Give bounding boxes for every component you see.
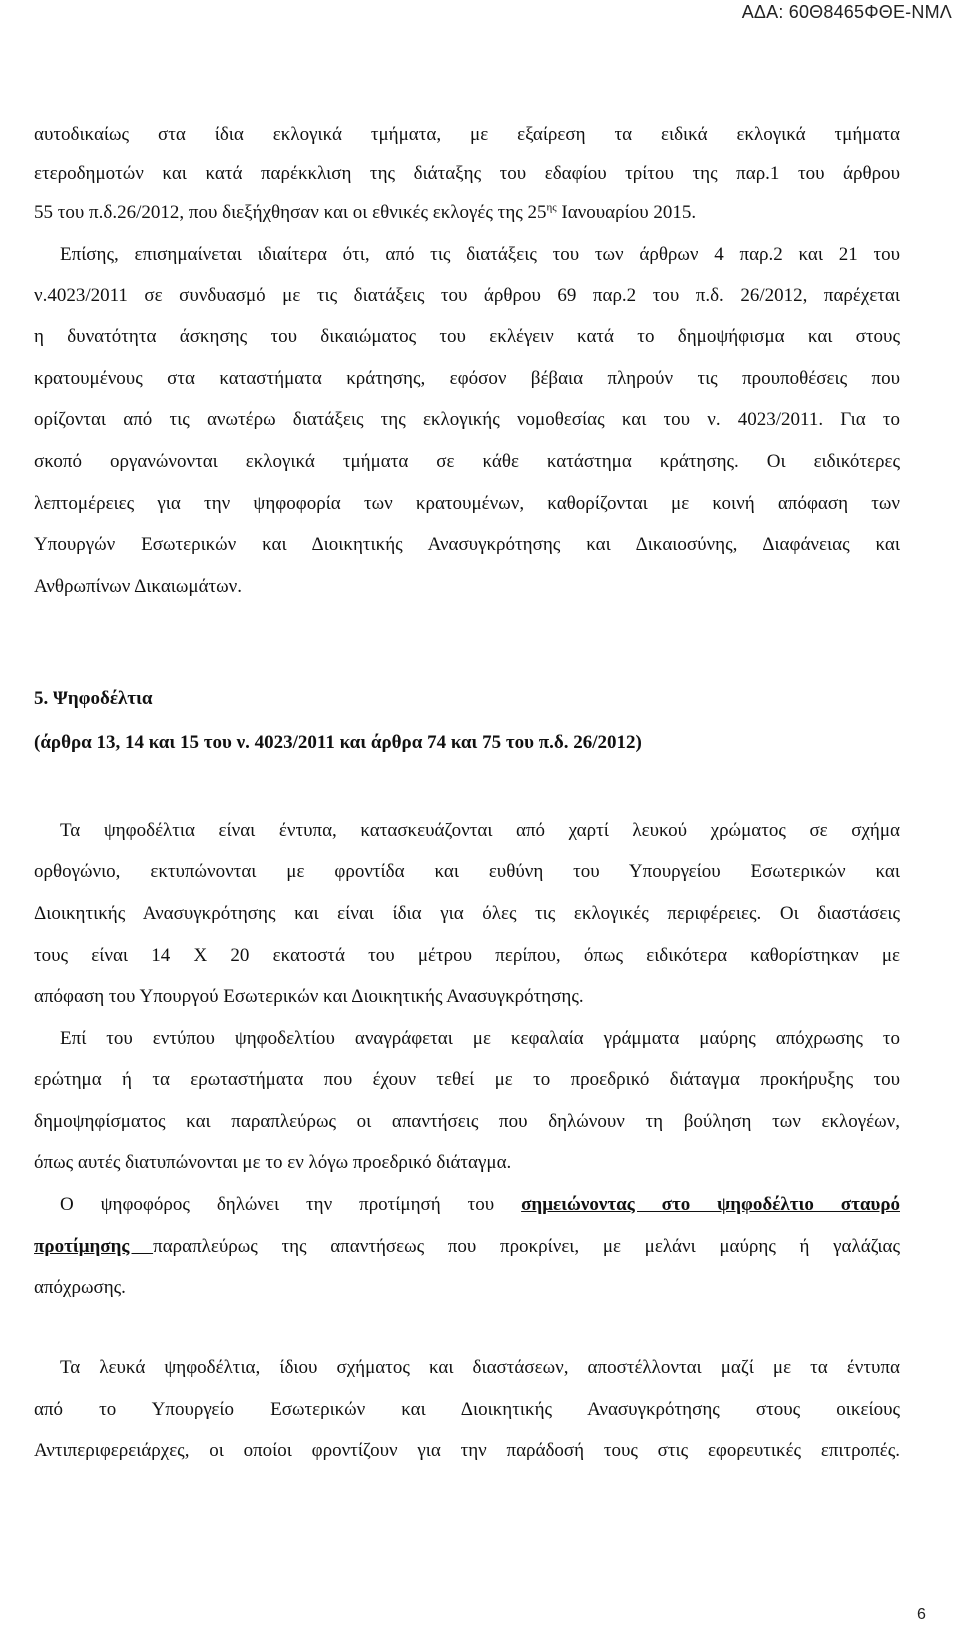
paragraph-text: Ο ψηφοφόρος δηλώνει την προτίμησή του [60,1194,522,1215]
paragraph-line: απόφαση του Υπουργού Εσωτερικών και Διοικητικής Ανασυγκρότησης. [34,986,584,1007]
ada-code: ΑΔΑ: 60Θ8465ΦΘΕ-ΝΜΛ [741,2,952,22]
paragraph-line: σκοπό οργανώνονται εκλογικά τμήματα σε κάθε κατάστημα κράτησης. Οι ειδικότερες [34,451,900,472]
paragraph-line-text: 55 του π.δ.26/2012, που διεξήχθησαν και οι εθνικές εκλογές της 25 [34,202,547,223]
paragraph-line: λεπτομέρειες για την ψηφοφορία των κρατουμένων, καθορίζονται με κοινή απόφαση των [34,493,900,514]
section-subheading: (άρθρα 13, 14 και 15 του ν. 4023/2011 και άρθρα 74 και 75 του π.δ. 26/2012) [34,732,642,753]
paragraph-line: Διοικητικής Ανασυγκρότησης και είναι ίδια για όλες τις εκλογικές περιφέρειες. Οι διαστάσεις [34,903,900,924]
section-heading: 5. Ψηφοδέλτια [34,688,153,709]
paragraph-line: απόχρωσης. [34,1277,126,1298]
paragraph-line: κρατουμένους στα καταστήματα κράτησης, εφόσον βέβαια πληρούν τις προυποθέσεις που [34,368,900,389]
paragraph-line: Τα ψηφοδέλτια είναι έντυπα, κατασκευάζονται από χαρτί λευκού χρώματος σε σχήμα [60,820,900,841]
paragraph-line: Υπουργών Εσωτερικών και Διοικητικής Ανασυγκρότησης και Δικαιοσύνης, Διαφάνειας και [34,534,900,555]
paragraph-line: Αντιπεριφερειάρχες, οι οποίοι φροντίζουν για την παράδοσή τους στις εφορευτικές επιτροπές. [34,1440,900,1461]
ordinal-suffix: ης [546,201,557,214]
paragraph-line: δημοψηφίσματος και παραπλεύρως οι απαντήσεις που δηλώνουν τη βούληση των εκλογέων, [34,1111,900,1132]
emphasized-text: προτίμησης [34,1236,154,1257]
paragraph-line: ορθογώνιο, εκτυπώνονται με φροντίδα και ευθύνη του Υπουργείου Εσωτερικών και [34,861,900,882]
paragraph-line: Επίσης, επισημαίνεται ιδιαίτερα ότι, από τις διατάξεις του των άρθρων 4 παρ.2 και 21 του [60,244,900,265]
page-number: 6 [917,1606,926,1623]
paragraph-line-tail: Ιανουαρίου 2015. [556,202,697,223]
paragraph-line: η δυνατότητα άσκησης του δικαιώματος του εκλέγειν κατά το δημοψήφισμα και στους [34,326,900,347]
paragraph-line: ερώτημα ή τα ερωταστήματα που έχουν τεθεί με το προεδρικό διάταγμα προκήρυξης του [34,1069,900,1090]
emphasized-text: σημειώνοντας στο ψηφοδέλτιο σταυρό [521,1194,900,1215]
paragraph-line: όπως αυτές διατυπώνονται με το εν λόγω προεδρικό διάταγμα. [34,1152,512,1173]
paragraph-line [60,1186,900,1225]
paragraph-line: τους είναι 14 Χ 20 εκατοστά του μέτρου περίπου, όπως ειδικότερα καθορίστηκαν με [34,945,900,966]
paragraph-line: ορίζονται από τις ανωτέρω διατάξεις της εκλογικής νομοθεσίας και του ν. 4023/2011. Για το [34,409,900,430]
paragraph-line [34,194,696,233]
paragraph-line: Επί του εντύπου ψηφοδελτίου αναγράφεται με κεφαλαία γράμματα μαύρης απόχρωσης το [60,1028,900,1049]
paragraph-text: παραπλεύρως της απαντήσεως που προκρίνει, με μελάνι μαύρης ή γαλάζιας [153,1236,900,1257]
paragraph-line: αυτοδικαίως στα ίδια εκλογικά τμήματα, με εξαίρεση τα ειδικά εκλογικά τμήματα [34,124,900,145]
paragraph-line: Ανθρωπίνων Δικαιωμάτων. [34,576,243,597]
paragraph-line: Τα λευκά ψηφοδέλτια, ίδιου σχήματος και διαστάσεων, αποστέλλονται μαζί με τα έντυπα [60,1357,900,1378]
paragraph-line: ν.4023/2011 σε συνδυασμό με τις διατάξεις του άρθρου 69 παρ.2 του π.δ. 26/2012, παρέχεται [34,285,900,306]
paragraph-line: ετεροδημοτών και κατά παρέκκλιση της διάταξης του εδαφίου τρίτου της παρ.1 του άρθρου [34,163,900,184]
paragraph-line: από το Υπουργείο Εσωτερικών και Διοικητικής Ανασυγκρότησης στους οικείους [34,1399,900,1420]
paragraph-line [34,1228,900,1267]
